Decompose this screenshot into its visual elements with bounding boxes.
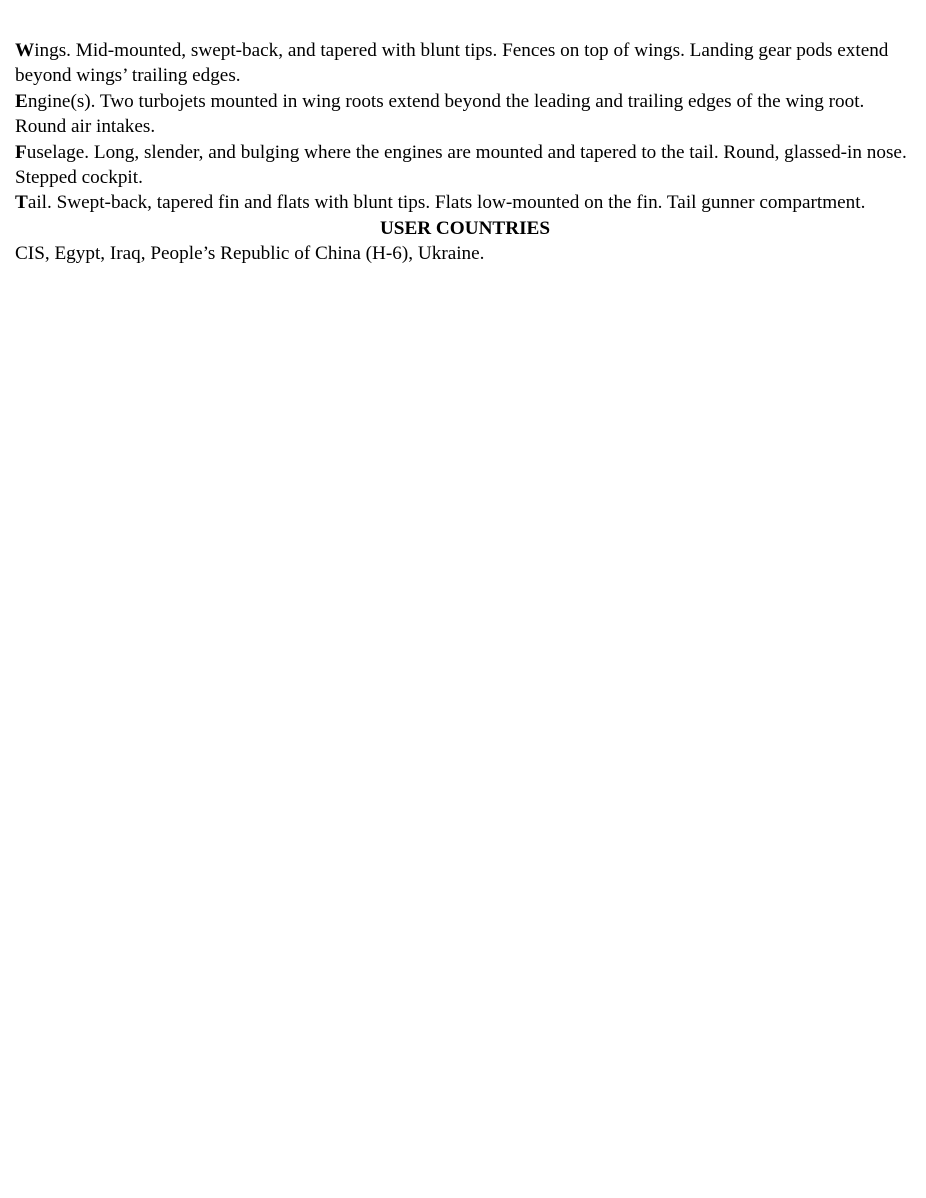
engines-lead-letter: E bbox=[15, 90, 28, 112]
user-countries-text: CIS, Egypt, Iraq, People’s Republic of China (H-6), Ukraine. bbox=[15, 243, 485, 265]
fuselage-lead-letter: F bbox=[15, 141, 27, 163]
wings-text: ings. Mid-mounted, swept-back, and tapered with blunt tips. Fences on top of wings. Landing gear pods extend beyond wings’ trailing edges. bbox=[15, 40, 889, 87]
user-countries-heading: USER COUNTRIES bbox=[379, 217, 551, 239]
document-page bbox=[15, 38, 915, 267]
tail-lead-letter: T bbox=[15, 192, 28, 214]
fuselage-paragraph bbox=[15, 140, 915, 191]
wings-lead-letter: W bbox=[15, 40, 35, 61]
wings-paragraph bbox=[15, 38, 915, 89]
tail-paragraph bbox=[15, 190, 915, 215]
fuselage-text: uselage. Long, slender, and bulging where the engines are mounted and tapered to the tail. Round, glassed-in nose. Stepped cockpit. bbox=[15, 141, 907, 189]
tail-text: ail. Swept-back, tapered fin and flats with blunt tips. Flats low-mounted on the fin. Tail gunner compartment. bbox=[27, 192, 866, 214]
engines-text: ngine(s). Two turbojets mounted in wing roots extend beyond the leading and trailing edges of the wing root. Round air intakes. bbox=[15, 90, 865, 138]
engines-paragraph bbox=[15, 89, 915, 140]
